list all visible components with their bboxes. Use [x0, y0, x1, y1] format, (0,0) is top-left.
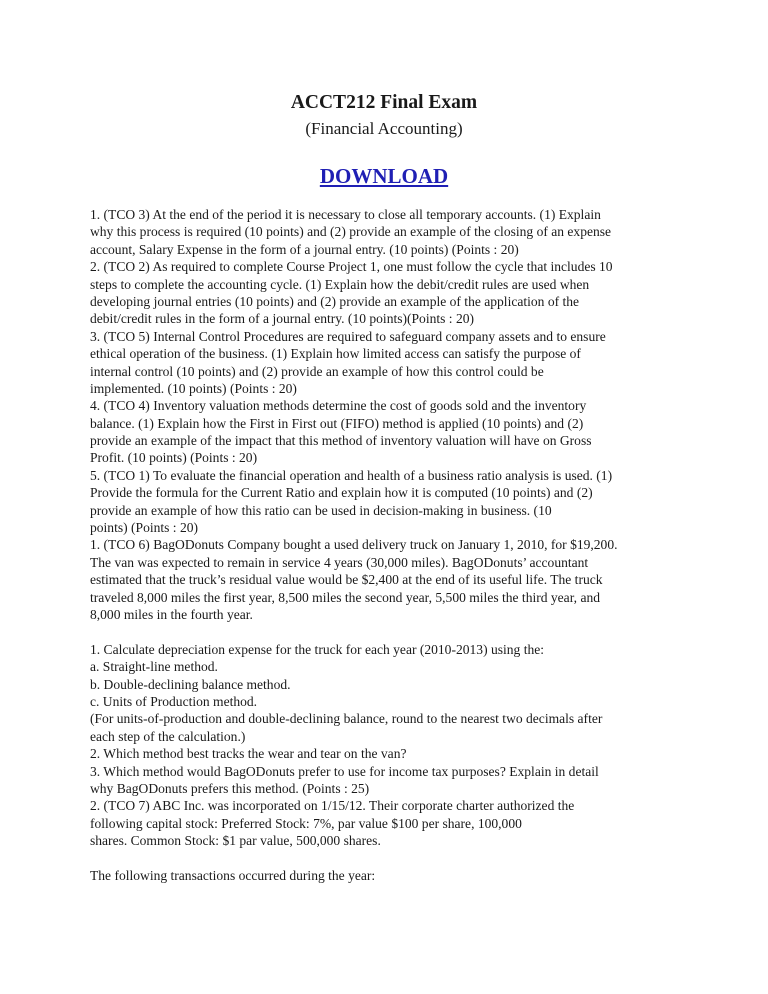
text-line: 2. Which method best tracks the wear and tear on the van?: [90, 746, 407, 762]
text-line: 4. (TCO 4) Inventory valuation methods determine the cost of goods sold and the inventory: [90, 398, 587, 414]
text-line: [90, 623, 690, 640]
text-line: internal control (10 points) and (2) provide an example of how this control could be: [90, 363, 544, 379]
text-line: account, Salary Expense in the form of a journal entry. (10 points) (Points : 20): [90, 241, 519, 257]
text-line: (For units-of-production and double-declining balance, round to the nearest two decimals after: [90, 711, 603, 727]
text-line: b. Double-declining balance method.: [90, 676, 291, 692]
download-container: [0, 164, 768, 188]
download-link[interactable]: DOWNLOAD: [319, 164, 449, 188]
text-line: developing journal entries (10 points) and (2) provide an example of the application of the: [90, 293, 580, 309]
text-line: provide an example of the impact that this method of inventory valuation will have on Gross: [90, 433, 592, 449]
text-line: shares. Common Stock: $1 par value, 500,000 shares.: [90, 833, 381, 849]
text-line: steps to complete the accounting cycle. (1) Explain how the debit/credit rules are used when: [90, 276, 590, 292]
exam-subtitle: (Financial Accounting): [305, 119, 463, 138]
exam-title: ACCT212 Final Exam: [290, 92, 478, 113]
text-line: Provide the formula for the Current Ratio and explain how it is computed (10 points) and (2): [90, 485, 593, 501]
text-line: traveled 8,000 miles the first year, 8,500 miles the second year, 5,500 miles the third year, and: [90, 589, 600, 605]
text-line: 1. (TCO 6) BagODonuts Company bought a used delivery truck on January 1, 2010, for $19,200.: [90, 537, 618, 553]
text-line: 2. (TCO 2) As required to complete Course Project 1, one must follow the cycle that includes 10: [90, 259, 613, 275]
text-line: The following transactions occurred during the year:: [90, 867, 376, 883]
text-line: provide an example of how this ratio can be used in decision-making in business. (10: [90, 502, 552, 518]
exam-body: [90, 206, 690, 884]
text-line: estimated that the truck’s residual value would be $2,400 at the end of its useful life. The truck: [90, 572, 603, 588]
text-line: why this process is required (10 points) and (2) provide an example of the closing of an expense: [90, 224, 612, 240]
text-line: 3. Which method would BagODonuts prefer to use for income tax purposes? Explain in detail: [90, 763, 599, 779]
text-line: debit/credit rules in the form of a journal entry. (10 points)(Points : 20): [90, 311, 474, 327]
text-line: implemented. (10 points) (Points : 20): [90, 380, 297, 396]
text-line: [90, 849, 690, 866]
text-line: each step of the calculation.): [90, 728, 246, 744]
text-line: 1. (TCO 3) At the end of the period it is necessary to close all temporary accounts. (1) Explain: [90, 207, 601, 222]
text-line: 2. (TCO 7) ABC Inc. was incorporated on 1/15/12. Their corporate charter authorized the: [90, 798, 575, 814]
text-line: balance. (1) Explain how the First in First out (FIFO) method is applied (10 points) and (2): [90, 415, 584, 431]
text-line: 5. (TCO 1) To evaluate the financial operation and health of a business ratio analysis is used. (1): [90, 467, 613, 483]
text-line: ethical operation of the business. (1) Explain how limited access can satisfy the purpose of: [90, 346, 581, 362]
text-line: 3. (TCO 5) Internal Control Procedures are required to safeguard company assets and to ensure: [90, 328, 606, 344]
text-line: Profit. (10 points) (Points : 20): [90, 450, 258, 466]
text-line: following capital stock: Preferred Stock: 7%, par value $100 per share, 100,000: [90, 815, 522, 831]
text-line: 8,000 miles in the fourth year.: [90, 606, 253, 622]
text-line: 1. Calculate depreciation expense for the truck for each year (2010-2013) using the:: [90, 641, 545, 657]
text-line: The van was expected to remain in service 4 years (30,000 miles). BagODonuts’ accountant: [90, 554, 589, 570]
text-line: points) (Points : 20): [90, 520, 199, 536]
text-line: why BagODonuts prefers this method. (Points : 25): [90, 780, 370, 796]
text-line: c. Units of Production method.: [90, 693, 258, 709]
text-line: a. Straight-line method.: [90, 659, 218, 675]
